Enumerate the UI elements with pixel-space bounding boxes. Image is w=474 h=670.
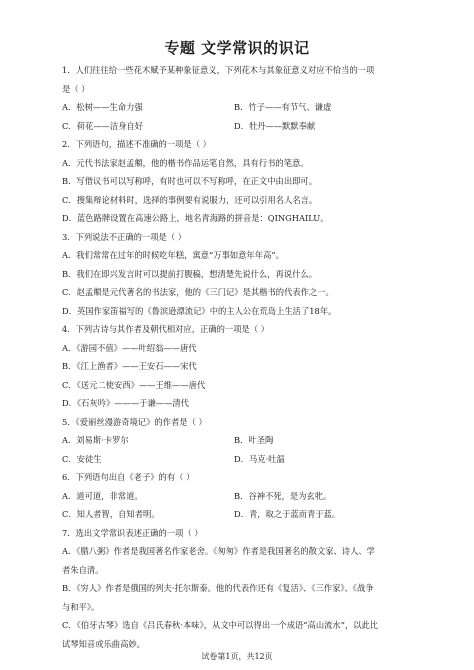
answer-option: B．叶圣陶 bbox=[234, 435, 274, 445]
answer-option: B．《江上渔者》——王安石——宋代 bbox=[62, 361, 197, 371]
question-list bbox=[62, 61, 422, 653]
question-2 bbox=[62, 135, 422, 228]
answer-option: D．蓝色路牌设置在高速公路上，地名青海路的拼音是：QINGHAILU。 bbox=[62, 213, 329, 223]
option-row bbox=[62, 117, 422, 136]
question-stem: 3．下列说法不正确的一项是（ ） bbox=[62, 231, 187, 242]
page-title: 专题 文学常识的识记 bbox=[164, 39, 310, 57]
answer-option: A．元代书法家赵孟頫，他的楷书作品运笔自然，具有行书的笔意。 bbox=[62, 157, 309, 168]
question-stem: 6．下列语句出自《老子》的有（ ） bbox=[62, 472, 195, 482]
answer-option: 试琴知音或乐曲高妙。 bbox=[62, 638, 145, 649]
answer-option: A．松树——生命力强 bbox=[62, 102, 143, 112]
answer-option: C．搜集辩论材料时，选择的事例要有说服力，还可以引用名人名言。 bbox=[62, 194, 318, 205]
answer-option: C．安徒生 bbox=[62, 453, 102, 464]
option-row bbox=[62, 505, 422, 524]
question-1 bbox=[62, 61, 422, 135]
option-row bbox=[62, 98, 422, 117]
answer-option: C．赵孟頫是元代著名的书法家，他的《三门记》是其楷书的代表作之一。 bbox=[62, 287, 334, 297]
answer-option: D．英国作家笛福写的《鲁滨逊漂流记》中的主人公在荒岛上生活了18年。 bbox=[62, 305, 337, 316]
answer-option: A．我们常常在过年的时候吃年糕，寓意“万事如意年年高”。 bbox=[62, 250, 284, 260]
answer-option: 者朱自清。 bbox=[62, 564, 104, 575]
option-row bbox=[62, 487, 422, 506]
question-stem: 2．下列语句，描述不准确的一项是（ ） bbox=[62, 139, 211, 149]
answer-option: A．《腊八粥》作者是我国著名作家老舍。《匆匆》作者是我国著名的散文家、诗人、学 bbox=[62, 546, 375, 556]
answer-option: D．牡丹——默默奉献 bbox=[234, 120, 316, 131]
answer-option: A．刘易斯·卡罗尔 bbox=[62, 435, 129, 445]
answer-option: C．《送元二使安西》——王维——唐代 bbox=[62, 379, 206, 390]
question-stem: 是（ ） bbox=[62, 83, 90, 94]
question-stem: 1．人们往往给一些花木赋予某种象征意义，下列花木与其象征意义对应不恰当的一项 bbox=[62, 65, 375, 75]
question-3 bbox=[62, 228, 422, 321]
question-5 bbox=[62, 413, 422, 469]
question-stem: 4．下列古诗与其作者及朝代相对应，正确的一项是（ ） bbox=[62, 324, 270, 334]
answer-option: D．青，取之于蓝而青于蓝。 bbox=[234, 509, 341, 519]
question-7 bbox=[62, 524, 422, 654]
answer-option: D．《石灰吟》———于谦——清代 bbox=[62, 398, 189, 408]
question-4 bbox=[62, 320, 422, 413]
option-row bbox=[62, 450, 422, 469]
page-footer: 试卷第1页，共12页 bbox=[201, 652, 273, 661]
question-6 bbox=[62, 468, 422, 524]
answer-option: D．马克·吐温 bbox=[234, 453, 285, 464]
question-stem: 7．选出文学常识表述正确的一项（ ） bbox=[62, 527, 203, 538]
option-row bbox=[62, 431, 422, 450]
answer-option: B．竹子——有节气、谦虚 bbox=[234, 102, 332, 112]
answer-option: B．写借议书可以写称呼，有时也可以不写称呼，在正文中由出即可。 bbox=[62, 176, 318, 186]
answer-option: 与和平》。 bbox=[62, 601, 100, 612]
answer-option: C．知人者智，自知者明。 bbox=[62, 509, 160, 519]
answer-option: A．道可道，非常道。 bbox=[62, 490, 143, 501]
answer-option: B．我们在即兴发言时可以提前打腹稿，想清楚先说什么，再说什么。 bbox=[62, 268, 318, 279]
answer-option: A．《游园不值》——叶绍翁——唐代 bbox=[62, 342, 197, 353]
answer-option: C．《伯牙古琴》选自《吕氏春秋·本味》，从文中可以得出一个成语“高山流水”，以此比 bbox=[62, 620, 379, 630]
answer-option: C．荷花——洁身自好 bbox=[62, 120, 144, 131]
answer-option: B．谷神不死，是为玄牝。 bbox=[234, 490, 332, 501]
question-stem: 5．《爱丽丝漫游奇境记》的作者是（ ） bbox=[62, 416, 207, 427]
answer-option: B．《穷人》作者是俄国的列夫·托尔斯泰。他的代表作还有《复活》、《三作家》、《战争 bbox=[62, 583, 374, 593]
